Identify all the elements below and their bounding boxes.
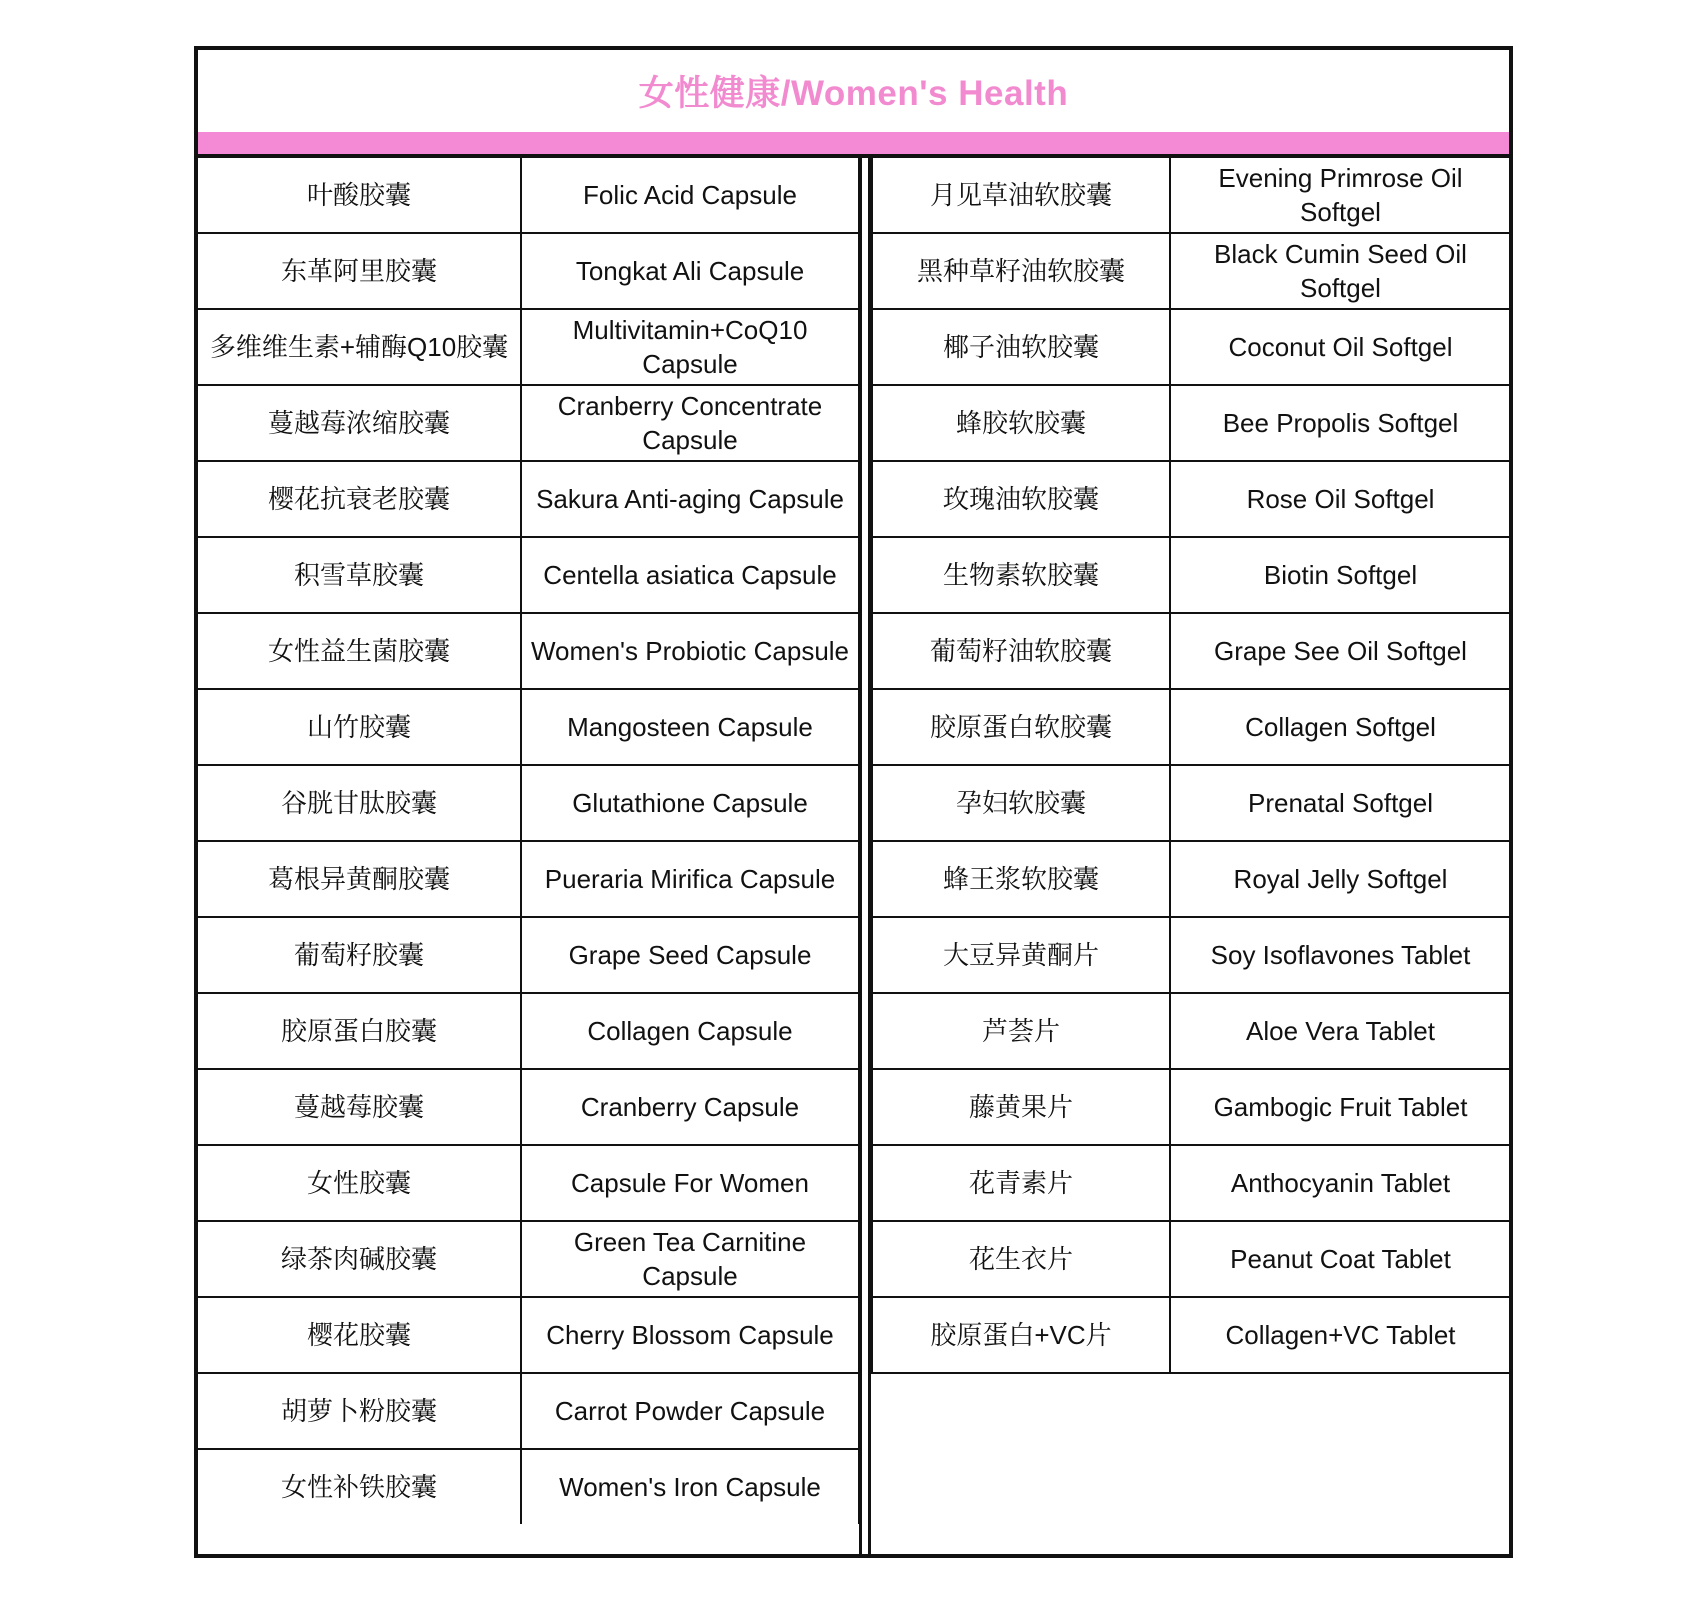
table-row bbox=[198, 1373, 859, 1449]
chinese-name-cell: 樱花胶囊 bbox=[198, 1297, 521, 1373]
chinese-name-cell: 蔓越莓胶囊 bbox=[198, 1069, 521, 1145]
english-name-cell: Women's Iron Capsule bbox=[521, 1449, 859, 1524]
chinese-name-cell: 积雪草胶囊 bbox=[198, 537, 521, 613]
english-name-cell: Grape Seed Capsule bbox=[521, 917, 859, 993]
english-name-cell: Anthocyanin Tablet bbox=[1170, 1145, 1510, 1221]
chinese-name-cell: 生物素软胶囊 bbox=[872, 537, 1170, 613]
chinese-name-cell: 蔓越莓浓缩胶囊 bbox=[198, 385, 521, 461]
table-row bbox=[872, 1297, 1510, 1373]
english-name-cell: Women's Probiotic Capsule bbox=[521, 613, 859, 689]
chinese-name-cell: 葡萄籽油软胶囊 bbox=[872, 613, 1170, 689]
english-name-cell: Centella asiatica Capsule bbox=[521, 537, 859, 613]
table-row bbox=[872, 1145, 1510, 1221]
table-row bbox=[872, 537, 1510, 613]
chinese-name-cell: 东革阿里胶囊 bbox=[198, 233, 521, 309]
product-table-frame bbox=[194, 46, 1513, 1558]
table-row bbox=[872, 993, 1510, 1069]
table-row bbox=[198, 537, 859, 613]
table-row bbox=[198, 1297, 859, 1373]
chinese-name-cell: 黑种草籽油软胶囊 bbox=[872, 233, 1170, 309]
chinese-name-cell: 女性补铁胶囊 bbox=[198, 1449, 521, 1524]
chinese-name-cell: 胶原蛋白+VC片 bbox=[872, 1297, 1170, 1373]
english-name-cell: Soy Isoflavones Tablet bbox=[1170, 917, 1510, 993]
table-row bbox=[872, 1221, 1510, 1297]
table-row bbox=[872, 765, 1510, 841]
table-row bbox=[198, 765, 859, 841]
table-row bbox=[198, 1069, 859, 1145]
table-row bbox=[198, 309, 859, 385]
right-product-table bbox=[871, 158, 1510, 1374]
page-title: 女性健康/Women's Health bbox=[638, 74, 1069, 113]
column-divider bbox=[859, 158, 871, 1554]
table-row bbox=[872, 1069, 1510, 1145]
table-row bbox=[198, 1221, 859, 1297]
english-name-cell: Capsule For Women bbox=[521, 1145, 859, 1221]
chinese-name-cell: 蜂胶软胶囊 bbox=[872, 385, 1170, 461]
english-name-cell: Evening Primrose Oil Softgel bbox=[1170, 158, 1510, 233]
table-row bbox=[872, 385, 1510, 461]
title-accent-bar bbox=[198, 132, 1509, 154]
table-row bbox=[198, 158, 859, 233]
english-name-cell: Collagen Capsule bbox=[521, 993, 859, 1069]
chinese-name-cell: 谷胱甘肽胶囊 bbox=[198, 765, 521, 841]
english-name-cell: Folic Acid Capsule bbox=[521, 158, 859, 233]
table-row bbox=[872, 689, 1510, 765]
chinese-name-cell: 樱花抗衰老胶囊 bbox=[198, 461, 521, 537]
chinese-name-cell: 山竹胶囊 bbox=[198, 689, 521, 765]
chinese-name-cell: 椰子油软胶囊 bbox=[872, 309, 1170, 385]
english-name-cell: Prenatal Softgel bbox=[1170, 765, 1510, 841]
chinese-name-cell: 花青素片 bbox=[872, 1145, 1170, 1221]
table-row bbox=[198, 917, 859, 993]
english-name-cell: Sakura Anti-aging Capsule bbox=[521, 461, 859, 537]
table-row bbox=[198, 461, 859, 537]
chinese-name-cell: 花生衣片 bbox=[872, 1221, 1170, 1297]
english-name-cell: Bee Propolis Softgel bbox=[1170, 385, 1510, 461]
left-product-table bbox=[198, 158, 860, 1524]
chinese-name-cell: 叶酸胶囊 bbox=[198, 158, 521, 233]
table-row bbox=[872, 309, 1510, 385]
english-name-cell: Gambogic Fruit Tablet bbox=[1170, 1069, 1510, 1145]
english-name-cell: Royal Jelly Softgel bbox=[1170, 841, 1510, 917]
chinese-name-cell: 多维维生素+辅酶Q10胶囊 bbox=[198, 309, 521, 385]
table-row bbox=[872, 841, 1510, 917]
table-row bbox=[198, 993, 859, 1069]
chinese-name-cell: 女性胶囊 bbox=[198, 1145, 521, 1221]
english-name-cell: Carrot Powder Capsule bbox=[521, 1373, 859, 1449]
table-row bbox=[198, 385, 859, 461]
english-name-cell: Multivitamin+CoQ10 Capsule bbox=[521, 309, 859, 385]
table-row bbox=[872, 158, 1510, 233]
table-row bbox=[198, 613, 859, 689]
chinese-name-cell: 女性益生菌胶囊 bbox=[198, 613, 521, 689]
english-name-cell: Aloe Vera Tablet bbox=[1170, 993, 1510, 1069]
chinese-name-cell: 月见草油软胶囊 bbox=[872, 158, 1170, 233]
table-row bbox=[198, 689, 859, 765]
table-row bbox=[198, 1145, 859, 1221]
table-row bbox=[872, 461, 1510, 537]
table-row bbox=[198, 841, 859, 917]
english-name-cell: Peanut Coat Tablet bbox=[1170, 1221, 1510, 1297]
table-row bbox=[198, 1449, 859, 1524]
table-row bbox=[198, 233, 859, 309]
chinese-name-cell: 孕妇软胶囊 bbox=[872, 765, 1170, 841]
english-name-cell: Biotin Softgel bbox=[1170, 537, 1510, 613]
table-row bbox=[872, 233, 1510, 309]
chinese-name-cell: 芦荟片 bbox=[872, 993, 1170, 1069]
english-name-cell: Cranberry Capsule bbox=[521, 1069, 859, 1145]
english-name-cell: Rose Oil Softgel bbox=[1170, 461, 1510, 537]
english-name-cell: Pueraria Mirifica Capsule bbox=[521, 841, 859, 917]
chinese-name-cell: 蜂王浆软胶囊 bbox=[872, 841, 1170, 917]
table-row bbox=[872, 613, 1510, 689]
chinese-name-cell: 藤黄果片 bbox=[872, 1069, 1170, 1145]
chinese-name-cell: 大豆异黄酮片 bbox=[872, 917, 1170, 993]
english-name-cell: Collagen+VC Tablet bbox=[1170, 1297, 1510, 1373]
chinese-name-cell: 玫瑰油软胶囊 bbox=[872, 461, 1170, 537]
english-name-cell: Green Tea Carnitine Capsule bbox=[521, 1221, 859, 1297]
english-name-cell: Cranberry Concentrate Capsule bbox=[521, 385, 859, 461]
english-name-cell: Tongkat Ali Capsule bbox=[521, 233, 859, 309]
english-name-cell: Cherry Blossom Capsule bbox=[521, 1297, 859, 1373]
chinese-name-cell: 胡萝卜粉胶囊 bbox=[198, 1373, 521, 1449]
english-name-cell: Collagen Softgel bbox=[1170, 689, 1510, 765]
chinese-name-cell: 葡萄籽胶囊 bbox=[198, 917, 521, 993]
chinese-name-cell: 胶原蛋白胶囊 bbox=[198, 993, 521, 1069]
chinese-name-cell: 胶原蛋白软胶囊 bbox=[872, 689, 1170, 765]
english-name-cell: Grape See Oil Softgel bbox=[1170, 613, 1510, 689]
english-name-cell: Mangosteen Capsule bbox=[521, 689, 859, 765]
chinese-name-cell: 绿茶肉碱胶囊 bbox=[198, 1221, 521, 1297]
english-name-cell: Glutathione Capsule bbox=[521, 765, 859, 841]
table-row bbox=[872, 917, 1510, 993]
english-name-cell: Coconut Oil Softgel bbox=[1170, 309, 1510, 385]
chinese-name-cell: 葛根异黄酮胶囊 bbox=[198, 841, 521, 917]
english-name-cell: Black Cumin Seed Oil Softgel bbox=[1170, 233, 1510, 309]
